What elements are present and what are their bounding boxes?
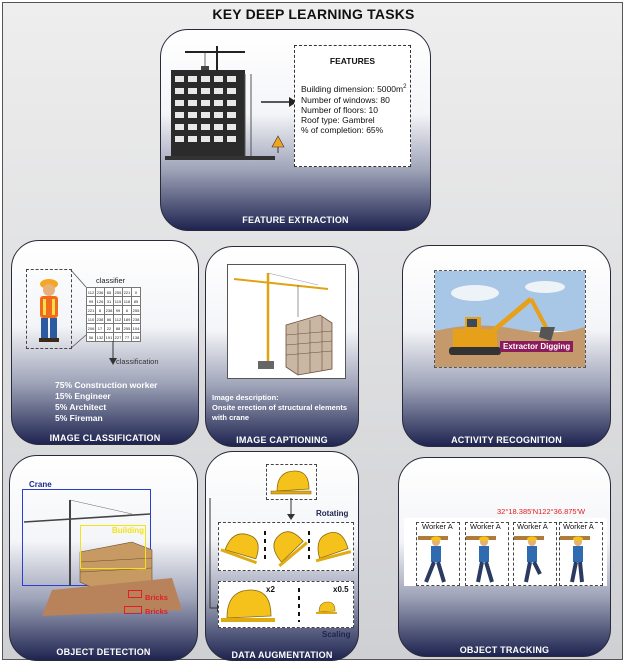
helmet-scaled-large-icon xyxy=(221,590,275,622)
pixel-grid-cell: 238 xyxy=(132,316,140,322)
image-captioning-label: IMAGE CAPTIONING xyxy=(236,435,328,445)
object-detection-card xyxy=(9,455,198,661)
gps-coordinates: 32°18.385'N122°36.875'W xyxy=(497,507,586,516)
worker-label-4: Worker A xyxy=(563,522,594,531)
feature-extraction-label: FEATURE EXTRACTION xyxy=(242,215,349,225)
pixel-value-grid xyxy=(86,287,141,342)
helmet-icon xyxy=(267,465,316,499)
image-classification-label: IMAGE CLASSIFICATION xyxy=(49,433,161,443)
image-captioning-card xyxy=(205,246,359,447)
features-box xyxy=(294,45,411,167)
pixel-grid-cell: 238 xyxy=(96,316,104,322)
helmet-rotated-3-icon xyxy=(310,529,351,562)
activity-tag: Extractor Digging xyxy=(500,341,573,352)
pixel-grid-cell: 0 xyxy=(132,288,141,297)
pixel-grid-cell: 115 xyxy=(114,298,122,304)
worker-label-1: Worker A xyxy=(422,522,453,531)
classification-label: classification xyxy=(116,357,159,366)
caption-line-2: Onsite erection of structural elements xyxy=(212,403,348,412)
feature-completion: % of completion: 65% xyxy=(301,125,384,135)
pixel-grid-cell: 132 xyxy=(96,334,104,340)
rotating-label: Rotating xyxy=(316,509,349,518)
classifier-label: classifier xyxy=(96,276,126,285)
building-under-construction-image xyxy=(165,44,275,164)
data-augmentation-label: DATA AUGMENTATION xyxy=(231,650,333,660)
walking-worker-3 xyxy=(514,536,544,582)
building-detection-label: Building xyxy=(112,526,144,535)
pixel-grid-cell: 88 xyxy=(114,324,123,333)
pixel-grid-cell: 255 xyxy=(123,325,131,331)
pixel-grid-cell: 31 xyxy=(105,297,114,306)
pixel-grid-cell: 17 xyxy=(96,324,105,333)
warning-sign-icon xyxy=(271,135,285,153)
classification-result-3: 5% Architect xyxy=(55,402,107,412)
pixel-grid-cell: 255 xyxy=(132,307,140,313)
pixel-grid-cell: 238 xyxy=(105,307,113,313)
pixel-grid-cell: 112 xyxy=(114,316,122,322)
bricks-detection-label-2: Bricks xyxy=(145,607,168,616)
object-tracking-label: OBJECT TRACKING xyxy=(459,645,550,655)
bricks-detection-label-1: Bricks xyxy=(145,593,168,602)
pixel-grid-cell: 189 xyxy=(123,316,131,322)
pixel-grid-cell: 77 xyxy=(123,333,132,342)
pixel-grid-cell: 126 xyxy=(96,298,104,304)
pixel-grid-cell: 8 xyxy=(96,306,105,315)
helmet-rotated-2-icon xyxy=(264,525,308,567)
walking-worker-1 xyxy=(418,536,448,582)
pixel-grid-cell: 6 xyxy=(123,306,132,315)
pixel-grid-row xyxy=(87,297,141,306)
scale-x05-label: x0.5 xyxy=(333,585,349,594)
crane-building-image xyxy=(227,264,346,379)
scale-x2-label: x2 xyxy=(266,585,275,594)
helmet-scaled-small-icon xyxy=(316,602,337,614)
pixel-grid-cell: 255 xyxy=(114,289,122,295)
pixel-grid-cell: 85 xyxy=(132,297,141,306)
bricks-detection-box-1 xyxy=(128,590,142,598)
excavator-image xyxy=(434,270,586,368)
pixel-grid-cell: 104 xyxy=(132,325,140,331)
activity-recognition-label: ACTIVITY RECOGNITION xyxy=(451,435,562,445)
walking-worker-figures xyxy=(416,532,606,586)
pixel-grid-cell: 56 xyxy=(87,333,96,342)
pixel-grid-cell: 206 xyxy=(87,325,95,331)
walking-worker-2 xyxy=(466,536,496,582)
pixel-grid-cell: 65 xyxy=(105,288,114,297)
pixel-grid-cell: 110 xyxy=(87,316,95,322)
original-helmet-box xyxy=(266,464,317,500)
pixel-grid-cell: 86 xyxy=(105,315,114,324)
pixel-grid-cell: 138 xyxy=(132,334,140,340)
object-tracking-card xyxy=(398,457,611,657)
caption-line-1: Image description: xyxy=(212,393,279,402)
worker-label-2: Worker A xyxy=(470,522,501,531)
rotating-box xyxy=(218,522,354,571)
feature-extraction-card xyxy=(160,29,431,231)
pixel-grid-row xyxy=(87,306,141,315)
pixel-grid-cell: 99 xyxy=(87,297,96,306)
page-title: KEY DEEP LEARNING TASKS xyxy=(212,6,415,22)
worker-image-frame xyxy=(26,269,72,349)
classification-result-1: 75% Construction worker xyxy=(55,380,158,390)
pixel-grid-cell: 99 xyxy=(114,306,123,315)
pixel-grid-cell: 221 xyxy=(123,289,131,295)
helmet-rotated-1-icon xyxy=(220,528,264,564)
pixel-grid-row xyxy=(87,324,141,333)
pixel-grid-row xyxy=(87,288,141,297)
crane-detection-label: Crane xyxy=(29,480,52,489)
walking-worker-4 xyxy=(560,536,590,582)
activity-recognition-card xyxy=(402,245,611,447)
feature-roof: Roof type: Gambrel xyxy=(301,115,375,125)
feature-floors: Number of floors: 10 xyxy=(301,105,379,115)
pixel-grid-cell: 112 xyxy=(87,289,95,295)
caption-line-3: with crane xyxy=(212,413,250,422)
object-detection-label: OBJECT DETECTION xyxy=(56,647,151,657)
pixel-grid-cell: 236 xyxy=(96,289,104,295)
pixel-grid-cell: 22 xyxy=(105,324,114,333)
feature-windows: Number of windows: 80 xyxy=(301,95,390,105)
bricks-detection-box-2 xyxy=(124,606,142,614)
pixel-grid-cell: 116 xyxy=(123,298,131,304)
classification-result-2: 15% Engineer xyxy=(55,391,111,401)
features-title: FEATURES xyxy=(329,56,376,66)
pixel-grid-cell: 227 xyxy=(114,334,122,340)
arrow-right-icon xyxy=(261,96,297,108)
classification-result-4: 5% Fireman xyxy=(55,413,103,423)
pixel-grid-cell: 221 xyxy=(87,307,95,313)
image-classification-card xyxy=(11,240,199,445)
pixel-grid-cell: 191 xyxy=(105,334,113,340)
pixel-grid-row xyxy=(87,315,141,324)
worker-label-3: Worker A xyxy=(517,522,548,531)
data-augmentation-card xyxy=(205,451,359,661)
feature-building-dimension: Building dimension: $5000m^2$ xyxy=(301,84,407,94)
scaling-label: Scaling xyxy=(322,630,351,639)
